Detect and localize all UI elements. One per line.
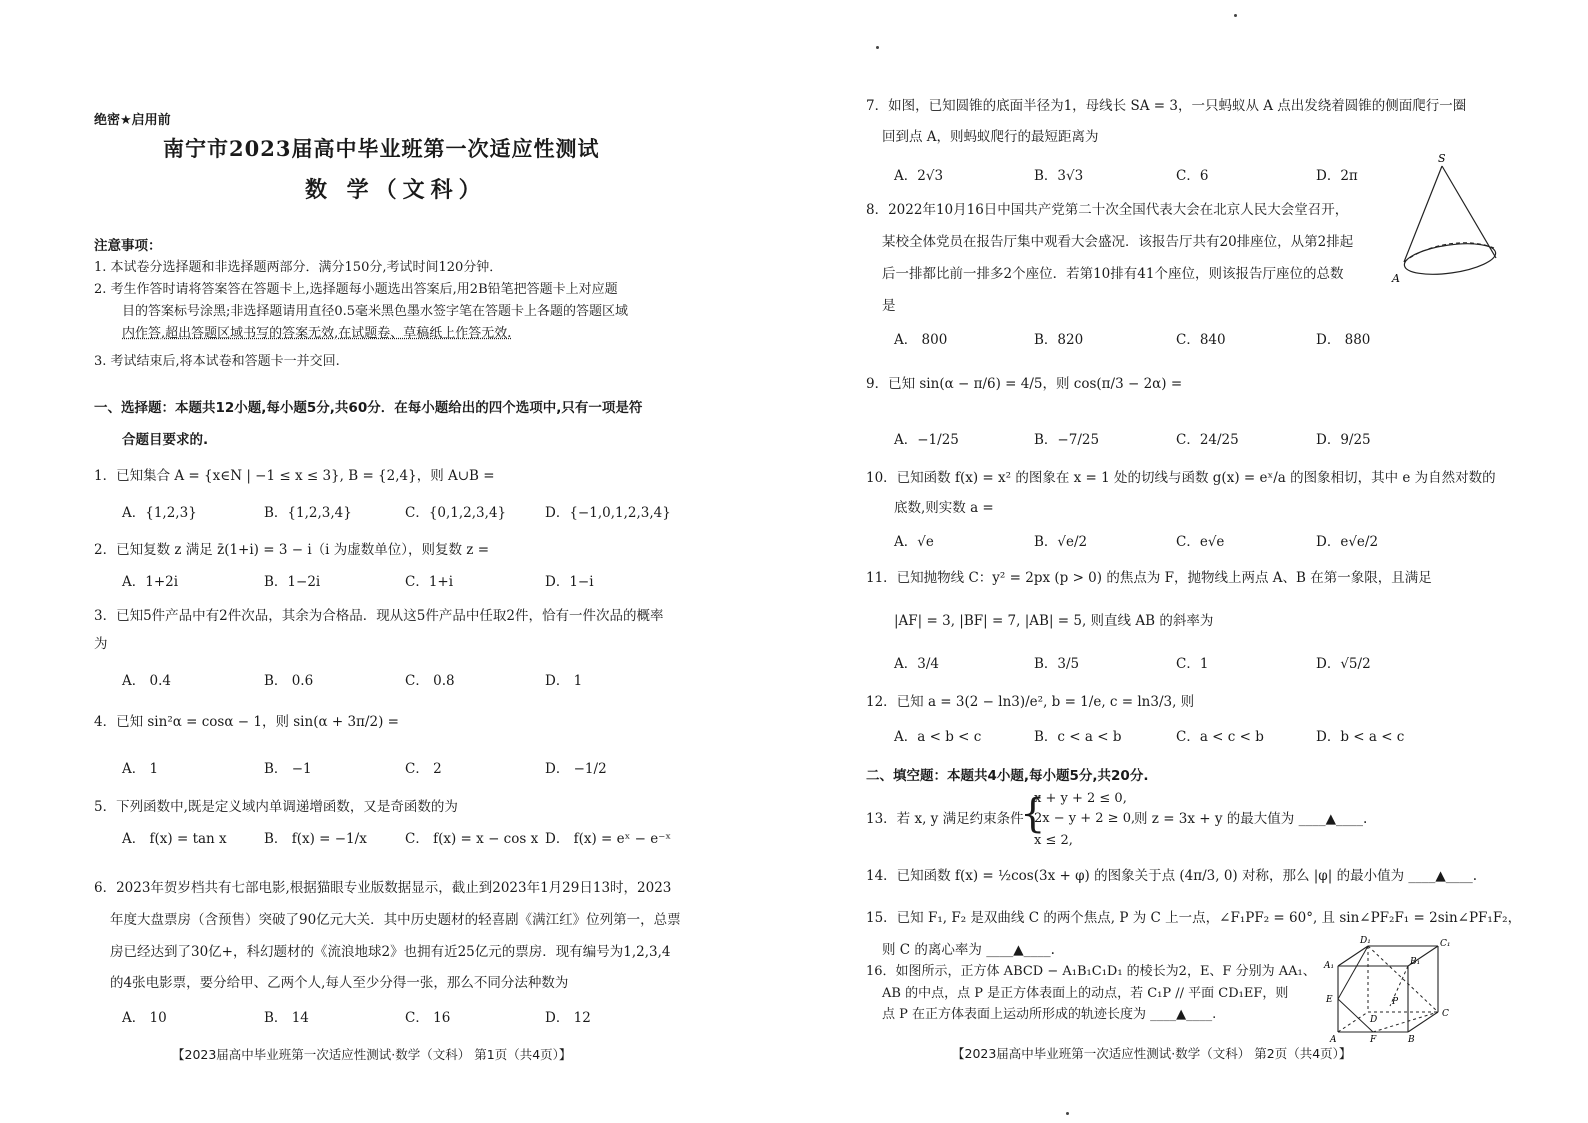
page-2-footer: 【2023届高中毕业班第一次适应性测试·数学（文科） 第2页（共4页）】 <box>952 1046 1352 1061</box>
cone-label-s: S <box>1438 152 1446 165</box>
q3-stem: 3．已知5件产品中有2件次品，其余为合格品．现从这5件产品中任取2件，恰有一件次品的概率 <box>94 608 664 624</box>
q2-option-b: B．1−2i <box>264 574 321 590</box>
q4-option-b: B． −1 <box>264 761 312 777</box>
q9-option-b: B．−7/25 <box>1034 432 1100 448</box>
q1-option-d: D．{−1,0,1,2,3,4} <box>545 505 671 521</box>
q7-option-c: C．6 <box>1176 168 1209 184</box>
q11-option-a: A．3/4 <box>894 656 939 672</box>
q2-option-c: C．1+i <box>405 574 454 590</box>
q9-stem: 9．已知 sin(α − π/6) = 4/5，则 cos(π/3 − 2α) = <box>866 376 1183 392</box>
cube-label-d1: D₁ <box>1360 936 1371 946</box>
notice-1: 1. 本试卷分选择题和非选择题两部分．满分150分,考试时间120分钟． <box>94 260 503 275</box>
q3-stem-cont: 为 <box>94 636 108 652</box>
page-1-footer: 【2023届高中毕业班第一次适应性测试·数学（文科） 第1页（共4页）】 <box>172 1047 572 1062</box>
notice-3: 3. 考试结束后,将本试卷和答题卡一并交回. <box>94 354 340 369</box>
q8-stem-3: 后一排都比前一排多2个座位．若第10排有41个座位，则该报告厅座位的总数 <box>882 266 1344 282</box>
q5-option-a: A． f(x) = tan x <box>122 831 227 847</box>
q5-option-b: B． f(x) = −1/x <box>264 831 367 847</box>
q8-option-b: B．820 <box>1034 332 1084 348</box>
notice-2-cont-2: 内作答,超出答题区域书写的答案无效,在试题卷、草稿纸上作答无效. <box>122 326 512 341</box>
q6-stem-1: 6．2023年贺岁档共有七部电影,根据猫眼专业版数据显示，截止到2023年1月29日13时，2023 <box>94 880 672 896</box>
cube-label-a: A <box>1330 1035 1337 1044</box>
q3-option-d: D． 1 <box>545 673 583 689</box>
q10-stem: 10．已知函数 f(x) = x² 的图象在 x = 1 处的切线与函数 g(x) = eˣ/a 的图象相切，其中 e 为自然对数的 <box>866 470 1496 486</box>
q16-stem-1: 16．如图所示，正方体 ABCD − A₁B₁C₁D₁ 的棱长为2，E、F 分别为 AA₁、 <box>866 964 1316 979</box>
exam-subject: 数 学（文科） <box>305 177 487 203</box>
q1-stem: 1．已知集合 A = {x∈N | −1 ≤ x ≤ 3}, B = {2,4}，则 A∪B = <box>94 468 495 484</box>
q12-stem: 12．已知 a = 3(2 − ln3)/e², b = 1/e, c = ln3/3, 则 <box>866 694 1195 710</box>
notice-2: 2. 考生作答时请将答案答在答题卡上,选择题每小题选出答案后,用2B铅笔把答题卡上对应题 <box>94 282 618 297</box>
q12-option-c: C．a < c < b <box>1176 729 1264 745</box>
cube-label-a1: A₁ <box>1324 961 1335 971</box>
q2-option-d: D．1−i <box>545 574 594 590</box>
q11-stem-cont: |AF| = 3, |BF| = 7, |AB| = 5, 则直线 AB 的斜率为 <box>894 613 1214 629</box>
cube-label-d: D <box>1370 1015 1378 1025</box>
cone-label-a: A <box>1392 272 1400 285</box>
q10-option-c: C．e√e <box>1176 534 1225 550</box>
q14-stem: 14．已知函数 f(x) = ½cos(3x + φ) 的图象关于点 (4π/3, 0) 对称，那么 |φ| 的最小值为 ____▲____. <box>866 868 1478 884</box>
cube-label-e: E <box>1326 995 1333 1005</box>
q11-option-b: B．3/5 <box>1034 656 1080 672</box>
q1-option-a: A．{1,2,3} <box>122 505 197 521</box>
q16-stem-2: AB 的中点，点 P 是正方体表面上的动点，若 C₁P // 平面 CD₁EF，则 <box>882 986 1289 1001</box>
q7-option-b: B．3√3 <box>1034 168 1084 184</box>
q6-stem-4: 的4张电影票，要分给甲、乙两个人,每人至少分得一张，那么不同分法种数为 <box>110 975 569 991</box>
q13-stem: 13．若 x, y 满足约束条件 <box>866 811 1024 827</box>
q7-option-a: A．2√3 <box>894 168 944 184</box>
cube-label-b: B <box>1408 1035 1415 1044</box>
q6-stem-3: 房已经达到了30亿+，科幻题材的《流浪地球2》也拥有近25亿元的票房．现有编号为1,2,3,4 <box>110 944 671 960</box>
q4-option-c: C． 2 <box>405 761 442 777</box>
q8-option-c: C．840 <box>1176 332 1226 348</box>
section-1-heading: 一、选择题：本题共12小题,每小题5分,共60分．在每小题给出的四个选项中,只有一项是符 <box>94 400 643 416</box>
q6-stem-2: 年度大盘票房（含预售）突破了90亿元大关．其中历史题材的轻喜剧《满江红》位列第一，总票 <box>110 912 681 928</box>
q1-option-b: B．{1,2,3,4} <box>264 505 352 521</box>
scan-speck <box>1234 14 1237 17</box>
q13-brace: { <box>1020 791 1046 837</box>
q11-option-c: C．1 <box>1176 656 1209 672</box>
q13-cond-2: 2x − y + 2 ≥ 0, <box>1034 811 1136 826</box>
secret-label: 绝密★启用前 <box>94 113 171 128</box>
notice-title: 注意事项： <box>94 238 162 254</box>
q10-stem-cont: 底数,则实数 a = <box>894 500 994 516</box>
q7-stem: 7．如图，已知圆锥的底面半径为1，母线长 SA = 3，一只蚂蚁从 A 点出发绕着圆锥的侧面爬行一圈 <box>866 98 1467 114</box>
scan-speck <box>1066 1112 1069 1115</box>
q10-option-d: D．e√e/2 <box>1316 534 1379 550</box>
q16-stem-3: 点 P 在正方体表面上运动所形成的轨迹长度为 ____▲____. <box>882 1007 1217 1022</box>
cube-label-c: C <box>1442 1009 1449 1019</box>
q4-option-d: D． −1/2 <box>545 761 607 777</box>
q5-option-d: D． f(x) = eˣ − e⁻ˣ <box>545 831 672 847</box>
q10-option-b: B．√e/2 <box>1034 534 1088 550</box>
q9-option-c: C．24/25 <box>1176 432 1239 448</box>
q2-stem: 2．已知复数 z 满足 z̄(1+i) = 3 − i（i 为虚数单位），则复数 z = <box>94 542 489 558</box>
q6-option-d: D． 12 <box>545 1010 591 1026</box>
q7-option-d: D．2π <box>1316 168 1358 184</box>
q15-stem: 15．已知 F₁, F₂ 是双曲线 C 的两个焦点, P 为 C 上一点，∠F₁PF₂ = 60°, 且 sin∠PF₂F₁ = 2sin∠PF₁F₂， <box>866 910 1522 926</box>
cube-label-f: F <box>1370 1035 1377 1044</box>
q5-stem: 5．下列函数中,既是定义域内单调递增函数，又是奇函数的为 <box>94 799 458 815</box>
q13-cond-1: x + y + 2 ≤ 0, <box>1034 791 1127 806</box>
q12-option-b: B．c < a < b <box>1034 729 1122 745</box>
q12-option-d: D．b < a < c <box>1316 729 1405 745</box>
q6-option-a: A． 10 <box>122 1010 167 1026</box>
q7-stem-cont: 回到点 A，则蚂蚁爬行的最短距离为 <box>882 129 1099 145</box>
q9-option-d: D．9/25 <box>1316 432 1371 448</box>
q8-stem-1: 8．2022年10月16日中国共产党第二十次全国代表大会在北京人民大会堂召开， <box>866 202 1349 218</box>
q3-option-c: C． 0.8 <box>405 673 455 689</box>
q8-option-d: D． 880 <box>1316 332 1371 348</box>
cube-label-p: P <box>1392 997 1399 1007</box>
q3-option-b: B． 0.6 <box>264 673 314 689</box>
q6-option-c: C． 16 <box>405 1010 451 1026</box>
q10-option-a: A．√e <box>894 534 934 550</box>
q5-option-c: C． f(x) = x − cos x <box>405 831 539 847</box>
q11-stem: 11．已知抛物线 C：y² = 2px (p > 0) 的焦点为 F，抛物线上两点 A、B 在第一象限，且满足 <box>866 570 1432 586</box>
q6-option-b: B． 14 <box>264 1010 309 1026</box>
q12-option-a: A．a < b < c <box>894 729 982 745</box>
q15-stem-cont: 则 C 的离心率为 ____▲____. <box>882 942 1055 958</box>
q8-stem-4: 是 <box>882 298 896 314</box>
q2-option-a: A．1+2i <box>122 574 179 590</box>
notice-2-cont: 目的答案标号涂黑;非选择题请用直径0.5毫米黑色墨水签字笔在答题卡上各题的答题区域 <box>122 304 629 319</box>
q13-tail: 则 z = 3x + y 的最大值为 ____▲____. <box>1134 811 1368 827</box>
cube-label-c1: C₁ <box>1440 939 1451 949</box>
q4-option-a: A． 1 <box>122 761 159 777</box>
q9-option-a: A．−1/25 <box>894 432 959 448</box>
exam-title: 南宁市2023届高中毕业班第一次适应性测试 <box>163 136 600 161</box>
scan-speck <box>876 46 879 49</box>
q11-option-d: D．√5/2 <box>1316 656 1371 672</box>
cube-figure <box>1322 934 1454 1044</box>
cube-label-b1: B₁ <box>1410 957 1421 967</box>
q3-option-a: A． 0.4 <box>122 673 172 689</box>
q8-option-a: A． 800 <box>894 332 948 348</box>
section-2-heading: 二、填空题：本题共4小题,每小题5分,共20分. <box>866 768 1149 784</box>
q1-option-c: C．{0,1,2,3,4} <box>405 505 507 521</box>
cone-figure <box>1390 150 1510 290</box>
page-2 <box>794 0 1588 1123</box>
q13-cond-3: x ≤ 2, <box>1034 833 1073 848</box>
q8-stem-2: 某校全体党员在报告厅集中观看大会盛况．该报告厅共有20排座位，从第2排起 <box>882 234 1354 250</box>
q4-stem: 4．已知 sin²α = cosα − 1，则 sin(α + 3π/2) = <box>94 714 399 730</box>
section-1-heading-cont: 合题目要求的. <box>122 432 209 448</box>
